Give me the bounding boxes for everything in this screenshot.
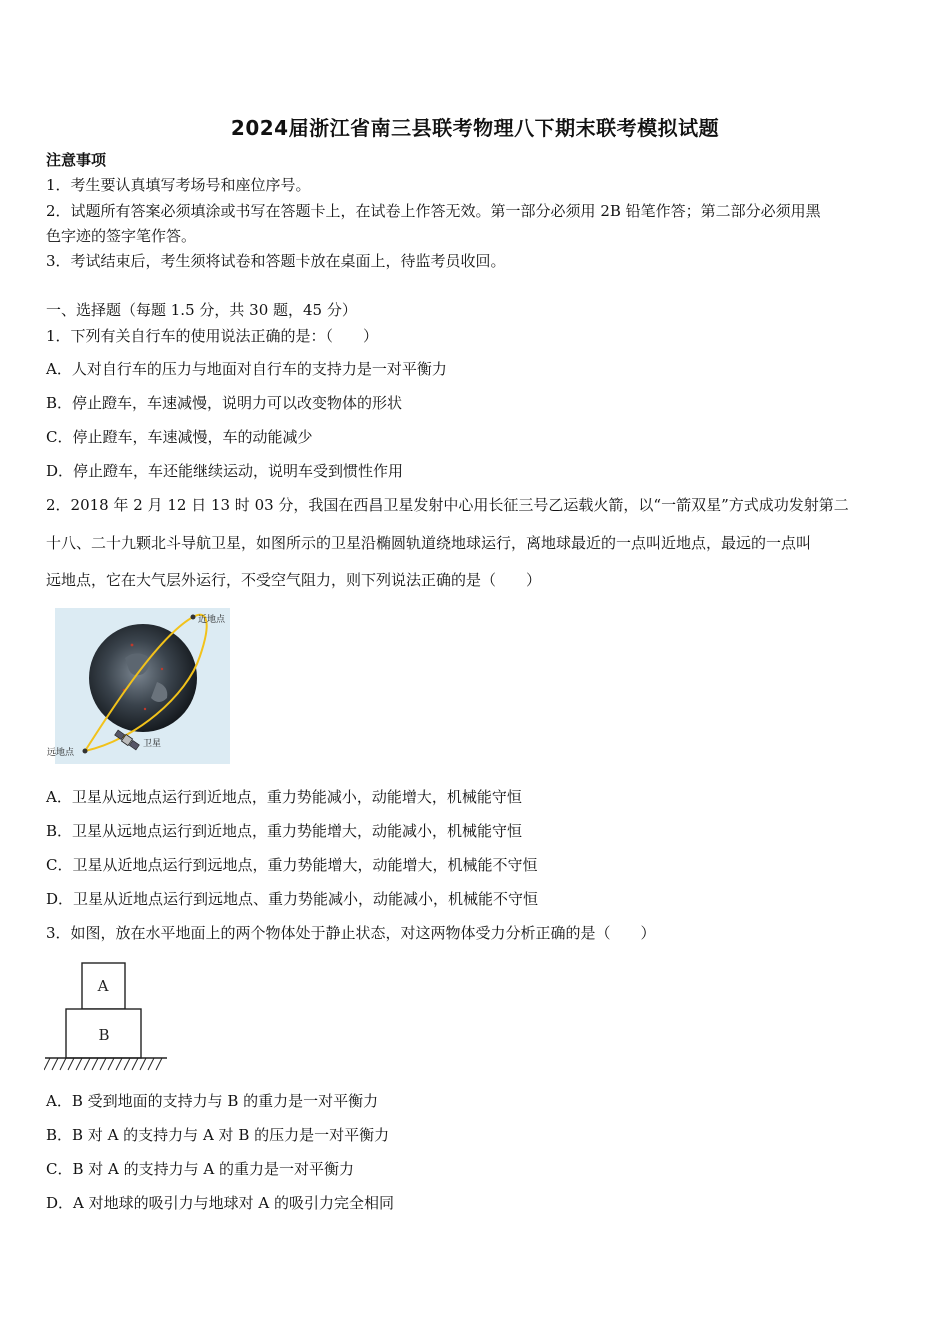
notice-item: 色字迹的签字笔作答。 [46,227,197,245]
question-3-option-d: D．A 对地球的吸引力与地球对 A 的吸引力完全相同 [46,1194,394,1212]
question-2-option-c: C．卫星从近地点运行到远地点，重力势能增大，动能增大，机械能不守恒 [46,856,538,874]
question-1-option-b: B．停止蹬车，车速减慢，说明力可以改变物体的形状 [46,394,403,412]
question-2-stem: 十八、二十九颗北斗导航卫星，如图所示的卫星沿椭圆轨道绕地球运行，离地球最近的一点叫近地点，最远的一点叫 [46,534,812,552]
question-1-option-a: A．人对自行车的压力与地面对自行车的支持力是一对平衡力 [46,360,447,378]
question-2-stem: 2．2018 年 2 月 12 日 13 时 03 分，我国在西昌卫星发射中心用长征三号乙运载火箭，以“一箭双星”方式成功发射第二 [46,496,849,514]
satellite-orbit-figure [45,608,235,766]
question-3-option-c: C．B 对 A 的支持力与 A 的重力是一对平衡力 [46,1160,355,1178]
question-1-option-d: D．停止蹬车，车还能继续运动，说明车受到惯性作用 [46,462,404,480]
perigee-label: 近地点 [198,615,226,625]
notice-item: 1．考生要认真填写考场号和座位序号。 [46,176,311,194]
question-2-stem: 远地点，它在大气层外运行，不受空气阻力，则下列说法正确的是（ ） [46,571,542,589]
ground-hatching [44,1058,162,1070]
question-3-option-b: B．B 对 A 的支持力与 A 对 B 的压力是一对平衡力 [46,1126,390,1144]
question-3-option-a: A．B 受到地面的支持力与 B 的重力是一对平衡力 [46,1092,379,1110]
question-2-option-d: D．卫星从近地点运行到远地点、重力势能减小，动能减小，机械能不守恒 [46,890,539,908]
section-heading: 一、选择题（每题 1.5 分，共 30 题，45 分） [46,301,357,319]
block-b-label: B [98,1026,110,1044]
block-a-label: A [97,977,109,995]
notice-heading: 注意事项 [46,151,107,169]
question-2-option-a: A．卫星从远地点运行到近地点，重力势能减小，动能增大，机械能守恒 [46,788,522,806]
question-1-stem: 1．下列有关自行车的使用说法正确的是：（ ） [46,327,379,345]
apogee-point [83,749,88,754]
question-2-option-b: B．卫星从远地点运行到近地点，重力势能增大，动能减小，机械能守恒 [46,822,523,840]
notice-item: 3．考试结束后，考生须将试卷和答题卡放在桌面上，待监考员收回。 [46,252,506,270]
satellite-label: 卫星 [143,739,162,749]
question-1-option-c: C．停止蹬车，车速减慢，车的动能减少 [46,428,313,446]
apogee-label: 远地点 [47,748,75,758]
stacked-blocks-figure [44,960,172,1076]
perigee-point [191,615,196,620]
earth-icon [89,624,197,732]
question-3-stem: 3．如图，放在水平地面上的两个物体处于静止状态，对这两物体受力分析正确的是（ ） [46,924,656,942]
page-title: 2024届浙江省南三县联考物理八下期末联考模拟试题 [230,116,720,140]
notice-item: 2．试题所有答案必须填涂或书写在答题卡上，在试卷上作答无效。第一部分必须用 2B 铅笔作答；第二部分必须用黑 [46,202,821,220]
